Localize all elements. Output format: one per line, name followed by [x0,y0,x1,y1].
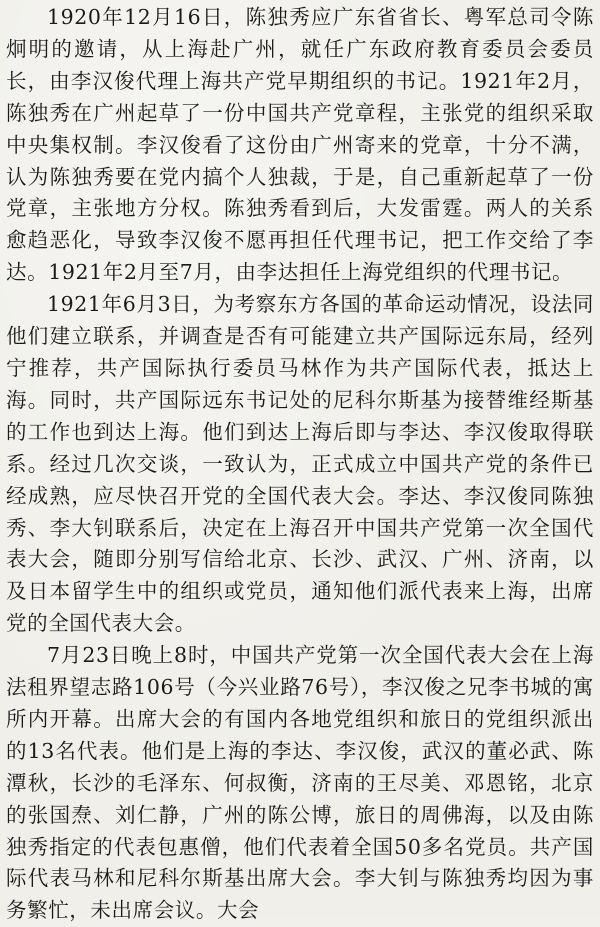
paragraph-2: 1921年6月3日，为考察东方各国的革命运动情况，设法同他们建立联系，并调查是否有可能建立共产国际远东局，经列宁推荐，共产国际执行委员马林作为共产国际代表，抵达上海。同时，共产国际远东书记处的尼科尔斯基为接替维经斯基的工作也到达上海。他们到达上海后即与李达、李汉俊取得联系。经过几次交谈，一致认为，正式成立中国共产党的条件已经成熟，应尽快召开党的全国代表大会。李达、李汉俊同陈独秀、李大钊联系后，决定在上海召开中国共产党第一次全国代表大会，随即分别写信给北京、长沙、武汉、广州、济南，以及日本留学生中的组织或党员，通知他们派代表来上海，出席党的全国代表大会。 [6,292,594,636]
paragraph-3: 7月23日晚上8时，中国共产党第一次全国代表大会在上海法租界望志路106号（今兴业路76号），李汉俊之兄李书城的寓所内开幕。出席大会的有国内各地党组织和旅日的党组织派出的13名代表。他们是上海的李达、李汉俊，武汉的董必武、陈潭秋，长沙的毛泽东、何叔衡，济南的王尽美、邓恩铭，北京的张国焘、刘仁静，广州的陈公博，旅日的周佛海，以及由陈独秀指定的代表包惠僧，他们代表着全国50多名党员。共产国际代表马林和尼科尔斯基出席大会。李大钊与陈独秀均因为事务繁忙，未出席会议。大会 [6,643,594,923]
paragraph-1: 1920年12月16日，陈独秀应广东省省长、粤军总司令陈炯明的邀请，从上海赴广州，就任广东政府教育委员会委员长，由李汉俊代理上海共产党早期组织的书记。1921年2月，陈独秀在广州起草了一份中国共产党章程，主张党的组织采取中央集权制。李汉俊看了这份由广州寄来的党章，十分不满，认为陈独秀要在党内搞个人独裁，于是，自己重新起草了一份党章，主张地方分权。陈独秀看到后，大发雷霆。两人的关系愈趋恶化，导致李汉俊不愿再担任代理书记，把工作交给了李达。1921年2月至7月，由李达担任上海党组织的代理书记。 [6,5,594,285]
